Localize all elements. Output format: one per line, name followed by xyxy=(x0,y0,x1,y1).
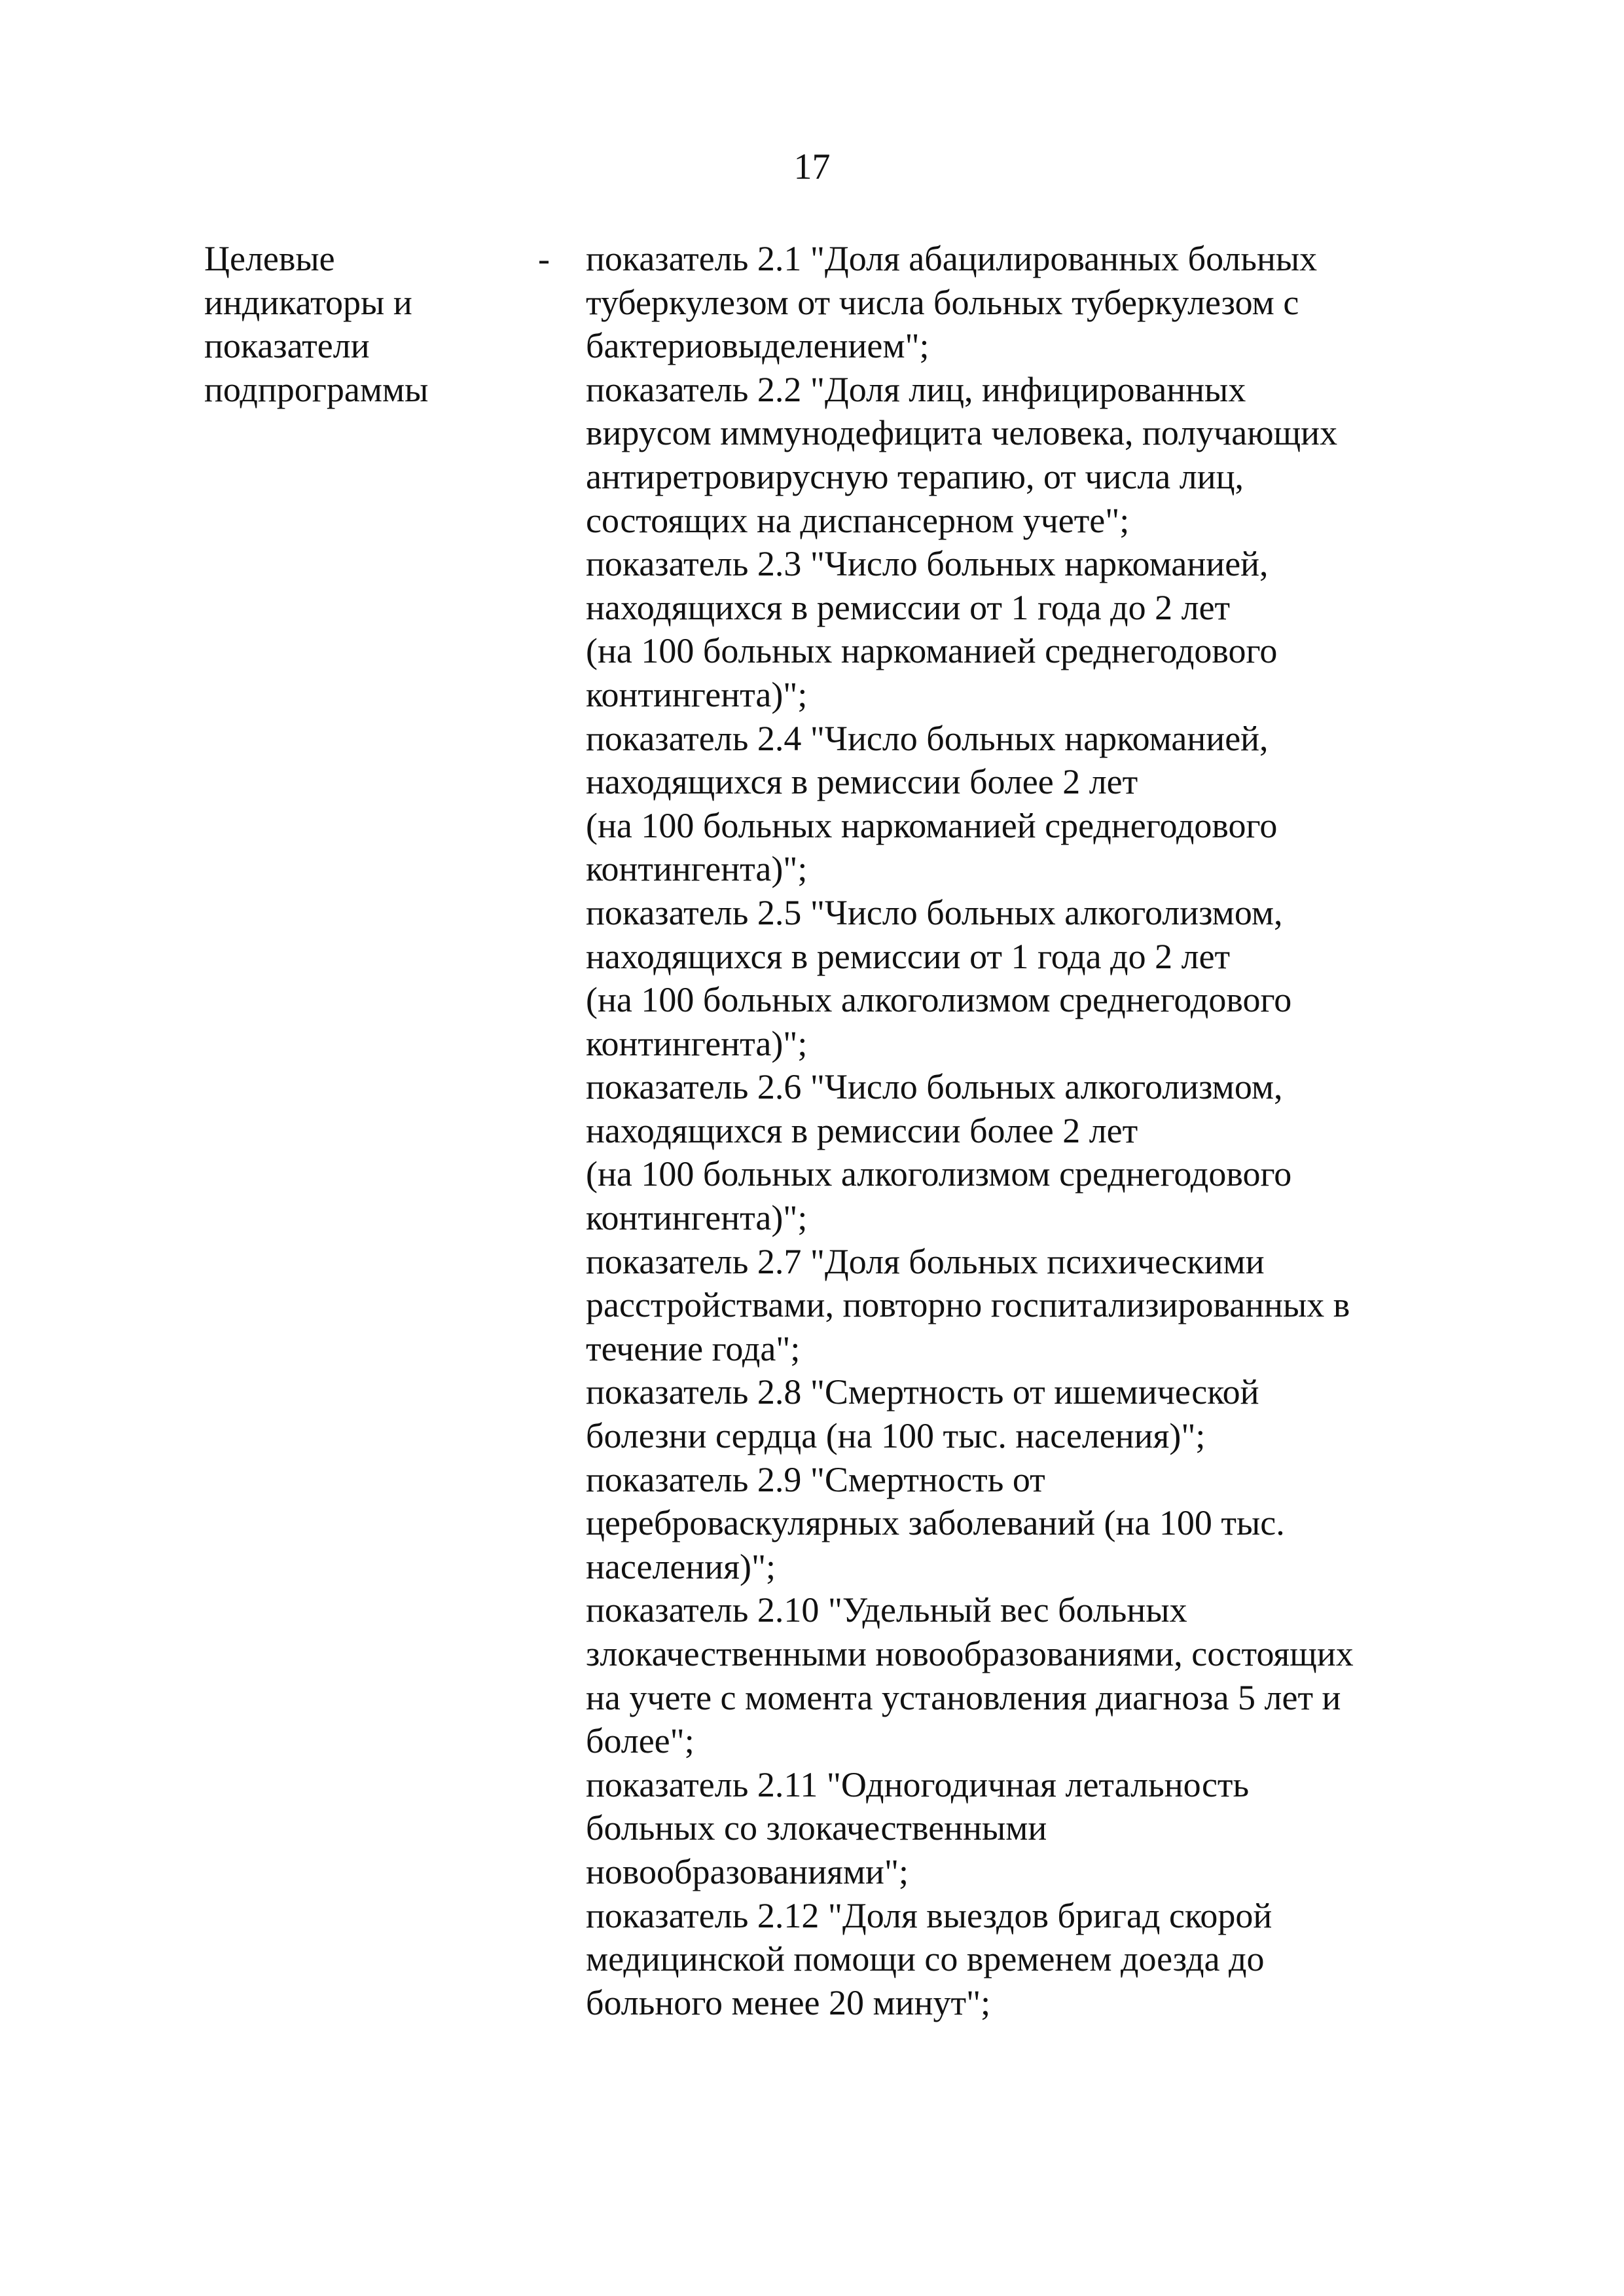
indicator-line: показатель 2.9 "Смертность от xyxy=(586,1459,1045,1499)
indicator-list xyxy=(586,237,1515,2024)
indicator-item xyxy=(586,1458,1515,1589)
section-label-line: Целевые xyxy=(204,239,335,278)
section-label-line: индикаторы и xyxy=(204,282,412,322)
indicator-line: находящихся в ремиссии от 1 года до 2 лет xyxy=(586,587,1231,627)
indicator-line: больных со злокачественными xyxy=(586,1808,1047,1848)
section-label-line: подпрограммы xyxy=(204,369,429,409)
indicator-item xyxy=(586,1370,1515,1457)
indicator-item xyxy=(586,1763,1515,1894)
indicator-line: бактериовыделением"; xyxy=(586,326,929,366)
indicator-line: на учете с момента установления диагноза 5 лет и xyxy=(586,1677,1341,1717)
indicator-line: контингента)"; xyxy=(586,1198,808,1238)
indicator-line: (на 100 больных наркоманией среднегодового xyxy=(586,631,1278,671)
indicator-line: медицинской помощи со временем доезда до xyxy=(586,1939,1265,1979)
indicator-item xyxy=(586,1065,1515,1239)
indicator-line: показатель 2.8 "Смертность от ишемической xyxy=(586,1372,1259,1412)
indicator-line: новообразованиями"; xyxy=(586,1851,909,1891)
indicator-item xyxy=(586,1894,1515,2025)
indicator-line: показатель 2.12 "Доля выездов бригад скорой xyxy=(586,1895,1272,1935)
indicator-line: вирусом иммунодефицита человека, получающих xyxy=(586,413,1338,453)
indicator-line: показатель 2.10 "Удельный вес больных xyxy=(586,1590,1187,1630)
indicator-line: населения)"; xyxy=(586,1546,776,1586)
indicator-line: показатель 2.5 "Число больных алкоголизмом, xyxy=(586,892,1283,932)
indicator-line: цереброваскулярных заболеваний (на 100 тыс. xyxy=(586,1503,1285,1543)
section-label xyxy=(204,237,492,411)
indicator-line: расстройствами, повторно госпитализированных в xyxy=(586,1285,1350,1325)
indicator-line: более"; xyxy=(586,1721,695,1761)
indicator-line: находящихся в ремиссии более 2 лет xyxy=(586,762,1138,802)
indicator-item xyxy=(586,717,1515,891)
indicator-line: злокачественными новообразованиями, состоящих xyxy=(586,1634,1354,1673)
indicator-line: контингента)"; xyxy=(586,1023,808,1063)
section-label-line: показатели xyxy=(204,326,370,366)
indicator-line: показатель 2.2 "Доля лиц, инфицированных xyxy=(586,369,1246,409)
indicator-line: находящихся в ремиссии более 2 лет xyxy=(586,1110,1138,1150)
indicator-line: показатель 2.6 "Число больных алкоголизмом, xyxy=(586,1067,1283,1107)
indicator-line: показатель 2.7 "Доля больных психическими xyxy=(586,1241,1265,1281)
separator-dash: - xyxy=(538,239,550,278)
indicator-line: показатель 2.11 "Одногодичная летальность xyxy=(586,1764,1250,1804)
indicator-line: течение года"; xyxy=(586,1328,801,1368)
indicator-line: (на 100 больных алкоголизмом среднегодового xyxy=(586,980,1292,1020)
indicator-item xyxy=(586,1588,1515,1762)
indicator-line: (на 100 больных наркоманией среднегодового xyxy=(586,805,1278,845)
indicator-item xyxy=(586,237,1515,368)
indicator-item xyxy=(586,542,1515,716)
indicator-line: антиретровирусную терапию, от числа лиц, xyxy=(586,456,1244,496)
indicator-item xyxy=(586,1240,1515,1371)
indicator-line: болезни сердца (на 100 тыс. населения)"; xyxy=(586,1416,1206,1456)
indicator-line: (на 100 больных алкоголизмом среднегодового xyxy=(586,1154,1292,1194)
indicator-line: контингента)"; xyxy=(586,849,808,889)
indicator-line: состоящих на диспансерном учете"; xyxy=(586,500,1130,540)
indicator-line: находящихся в ремиссии от 1 года до 2 лет xyxy=(586,936,1231,976)
indicator-item xyxy=(586,891,1515,1065)
indicator-line: показатель 2.3 "Число больных наркоманией, xyxy=(586,544,1269,584)
indicator-line: больного менее 20 минут"; xyxy=(586,1982,991,2022)
indicator-line: показатель 2.4 "Число больных наркоманией, xyxy=(586,718,1269,758)
indicator-line: контингента)"; xyxy=(586,674,808,714)
indicator-item xyxy=(586,368,1515,542)
page-number: 17 xyxy=(793,147,831,187)
indicator-line: показатель 2.1 "Доля абацилированных больных xyxy=(586,239,1318,278)
indicator-line: туберкулезом от числа больных туберкулезом с xyxy=(586,282,1299,322)
